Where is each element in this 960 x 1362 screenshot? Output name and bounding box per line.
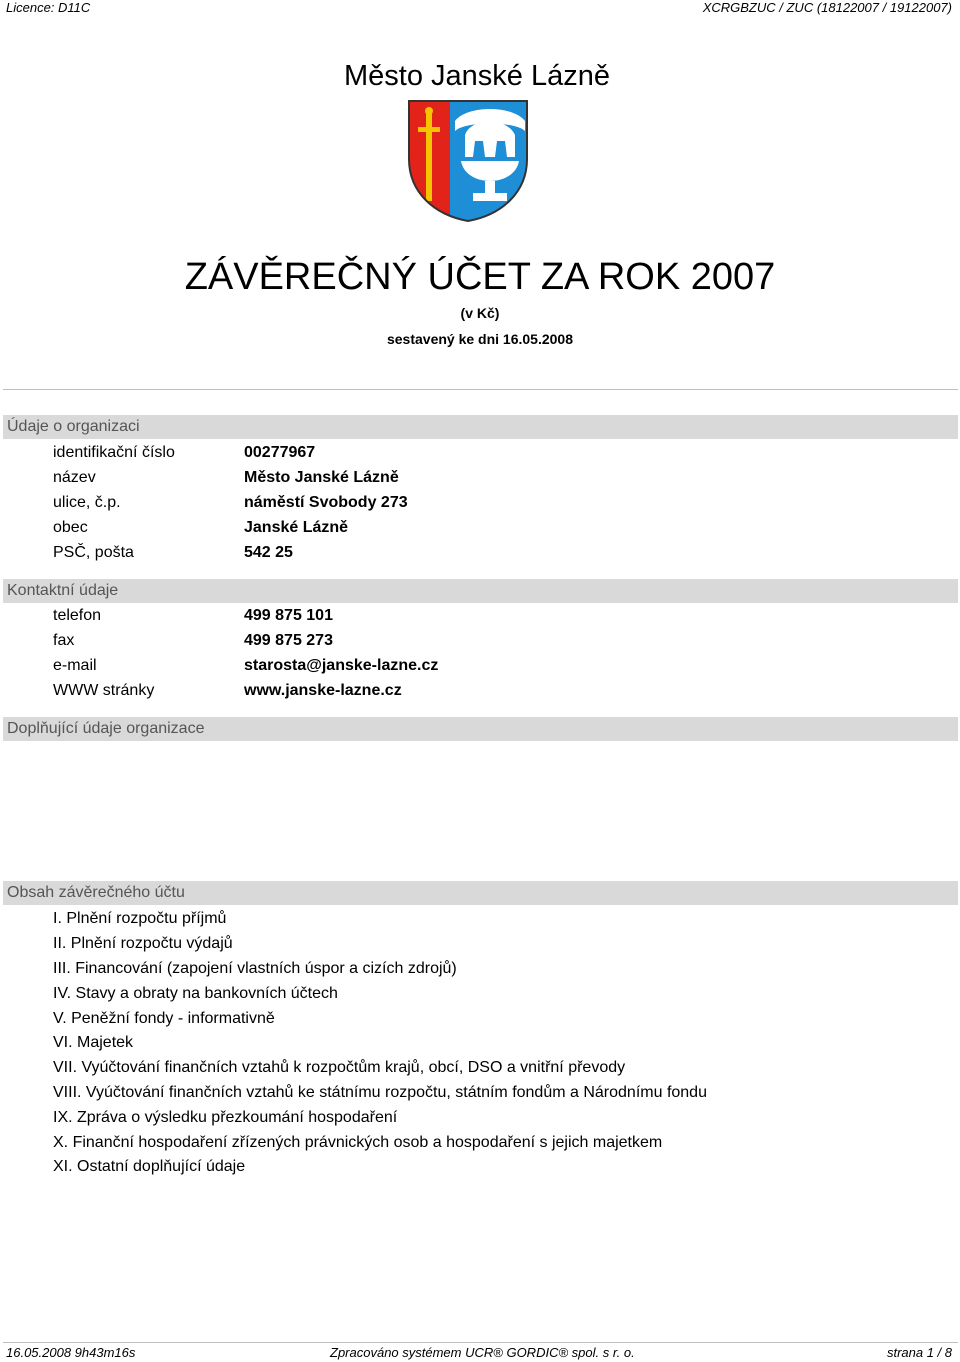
footer-divider: [3, 1342, 958, 1343]
section-contents-header: Obsah závěrečného účtu: [3, 881, 958, 905]
contents-item: X. Finanční hospodaření zřízených právnických osob a hospodaření s jejich majetkem: [53, 1134, 663, 1151]
contents-item: VIII. Vyúčtování finančních vztahů ke státnímu rozpočtu, státním fondům a Národnímu fondu: [53, 1084, 707, 1101]
footer-page-number: strana 1 / 8: [886, 1345, 952, 1360]
town-title: Město Janské Lázně: [344, 60, 610, 92]
contents-item: VI. Majetek: [53, 1034, 134, 1051]
currency-note: (v Kč): [460, 305, 500, 321]
contact-value-web: www.janske-lazne.cz: [244, 682, 402, 699]
footer-system: Zpracováno systémem UCR® GORDIC® spol. s r. o.: [330, 1345, 635, 1360]
contents-item: VII. Vyúčtování finančních vztahů k rozpočtům krajů, obcí, DSO a vnitřní převody: [53, 1059, 626, 1076]
footer-timestamp: 16.05.2008 9h43m16s: [6, 1345, 136, 1360]
contact-label-web: WWW stránky: [53, 682, 155, 699]
coat-of-arms-icon: [405, 97, 531, 223]
contact-value-phone: 499 875 101: [244, 607, 333, 624]
contents-item: IV. Stavy a obraty na bankovních účtech: [53, 985, 338, 1002]
org-value-postcode: 542 25: [244, 544, 293, 561]
divider: [3, 389, 958, 390]
contents-item: III. Financování (zapojení vlastních úspor a cizích zdrojů): [53, 960, 457, 977]
section-org-header: Údaje o organizaci: [3, 415, 958, 439]
compiled-date-note: sestavený ke dni 16.05.2008: [386, 331, 574, 347]
section-extra-header: Doplňující údaje organizace: [3, 717, 958, 741]
org-label-postcode: PSČ, pošta: [53, 544, 134, 561]
contents-item: XI. Ostatní doplňující údaje: [53, 1158, 246, 1175]
contact-label-email: e-mail: [53, 657, 97, 674]
report-title: ZÁVĚREČNÝ ÚČET ZA ROK 2007: [184, 256, 776, 298]
org-label-city: obec: [53, 519, 88, 536]
org-value-street: náměstí Svobody 273: [244, 494, 408, 511]
org-label-id: identifikační číslo: [53, 444, 175, 461]
org-label-street: ulice, č.p.: [53, 494, 121, 511]
org-value-id: 00277967: [244, 444, 316, 461]
contents-item: I. Plnění rozpočtu příjmů: [53, 910, 227, 927]
licence-label: Licence: D11C: [6, 0, 91, 15]
contents-item: V. Peněžní fondy - informativně: [53, 1010, 275, 1027]
section-contact-header: Kontaktní údaje: [3, 579, 958, 603]
org-value-city: Janské Lázně: [244, 519, 349, 536]
document-code: XCRGBZUC / ZUC (18122007 / 19122007): [702, 0, 952, 15]
contact-value-fax: 499 875 273: [244, 632, 333, 649]
contact-label-fax: fax: [53, 632, 75, 649]
contact-label-phone: telefon: [53, 607, 102, 624]
org-value-name: Město Janské Lázně: [244, 469, 399, 486]
org-label-name: název: [53, 469, 96, 486]
contact-value-email: starosta@janske-lazne.cz: [244, 657, 439, 674]
contents-item: IX. Zpráva o výsledku přezkoumání hospodaření: [53, 1109, 398, 1126]
contents-item: II. Plnění rozpočtu výdajů: [53, 935, 233, 952]
